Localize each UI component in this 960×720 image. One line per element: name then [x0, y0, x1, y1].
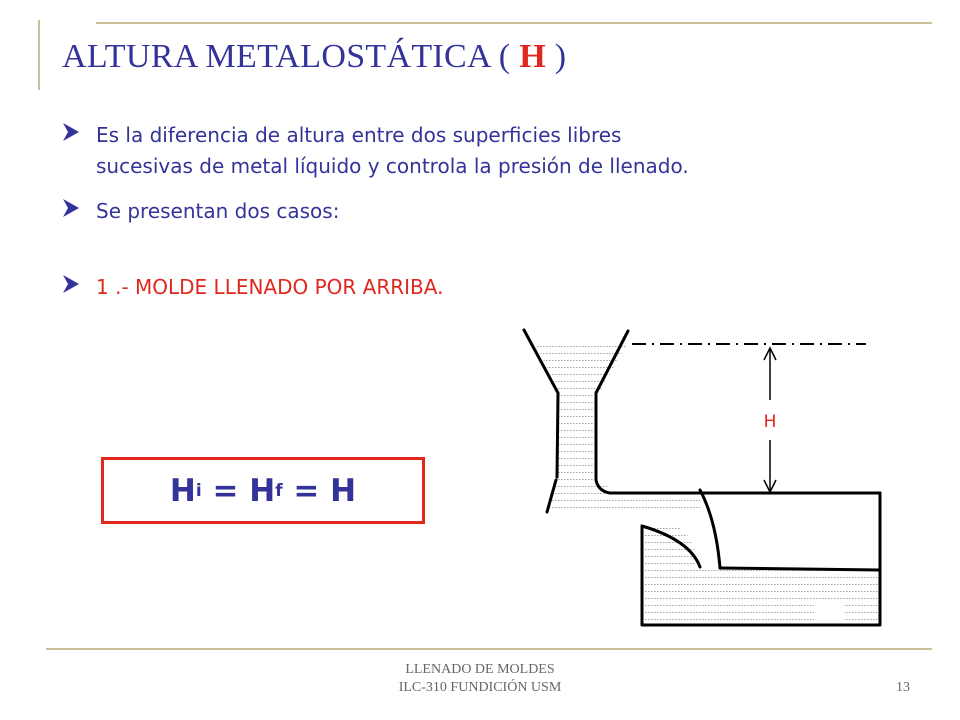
cavity-internal-line — [720, 568, 880, 570]
title-prefix: ALTURA METALOSTÁTICA ( — [62, 38, 520, 75]
bullet-definition-text: Es la diferencia de altura entre dos superficies libres sucesivas de metal líquido y controla la presión de llenado. — [96, 123, 689, 178]
footer-course-code: ILC-310 FUNDICIÓN USM — [398, 680, 562, 695]
liquid-metal-fill — [536, 344, 880, 625]
bullet-case-one-text: 1 .- MOLDE LLENADO POR ARRIBA. — [96, 275, 444, 299]
bullet-cases-text: Se presentan dos casos: — [96, 199, 340, 223]
title-symbol: H — [519, 38, 546, 75]
frame-bottom-line — [46, 648, 932, 650]
page-number: 13 — [896, 680, 910, 695]
title-suffix: ) — [545, 38, 567, 75]
core-outer-arc — [700, 490, 720, 568]
footer-course-title: LLENADO DE MOLDES — [405, 662, 555, 677]
height-label: H — [763, 412, 777, 432]
formula: H i = H f = H — [169, 472, 357, 509]
sprue-right-wall — [596, 331, 880, 493]
